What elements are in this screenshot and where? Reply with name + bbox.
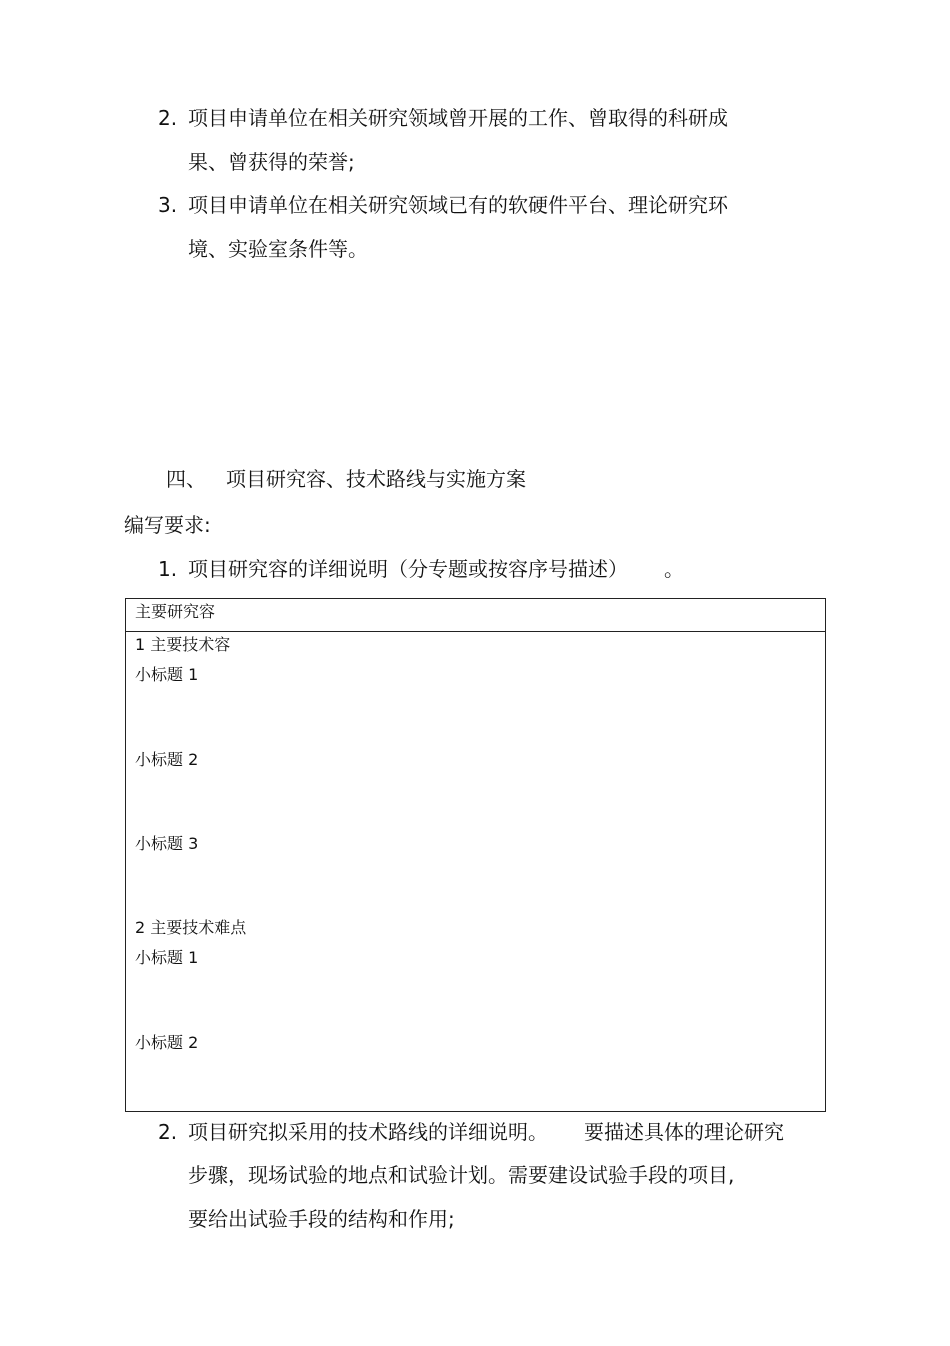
item-number: 2. [158,1120,178,1144]
table-divider [126,631,825,632]
table-subtitle: 小标题 1 [135,665,199,684]
item-text-line: 境、实验室条件等。 [188,237,368,261]
requirements-label: 编写要求: [124,513,211,537]
table-subtitle: 小标题 2 [135,1033,199,1052]
section-title: 项目研究容、技术路线与实施方案 [226,467,526,491]
item-text-line: 要描述具体的理论研究 [584,1120,784,1144]
item-text-line: 要给出试验手段的结构和作用; [188,1207,455,1231]
table-subtitle: 小标题 3 [135,834,199,853]
item-number: 1. [158,557,178,581]
item-text-line: 项目申请单位在相关研究领域已有的软硬件平台、理论研究环 [188,193,728,217]
item-number: 2. [158,106,178,130]
item-text-line: 果、曾获得的荣誉; [188,150,355,174]
table-section-title: 1 主要技术容 [135,635,231,654]
item-text-line: 步骤，现场试验的地点和试验计划。需要建设试验手段的项目, [188,1163,735,1187]
item-number: 3. [158,193,178,217]
section-number: 四、 [166,467,206,491]
research-content-table [125,598,826,1112]
table-subtitle: 小标题 2 [135,750,199,769]
table-section-title: 2 主要技术难点 [135,918,247,937]
item-text-line: 项目研究容的详细说明（分专题或按容序号描述） [188,557,628,581]
table-header: 主要研究容 [135,602,216,621]
item-text-line: 项目申请单位在相关研究领域曾开展的工作、曾取得的科研成 [188,106,728,130]
table-subtitle: 小标题 1 [135,948,199,967]
item-text-tail: 。 [664,557,684,581]
item-text-line: 项目研究拟采用的技术路线的详细说明。 [188,1120,548,1144]
